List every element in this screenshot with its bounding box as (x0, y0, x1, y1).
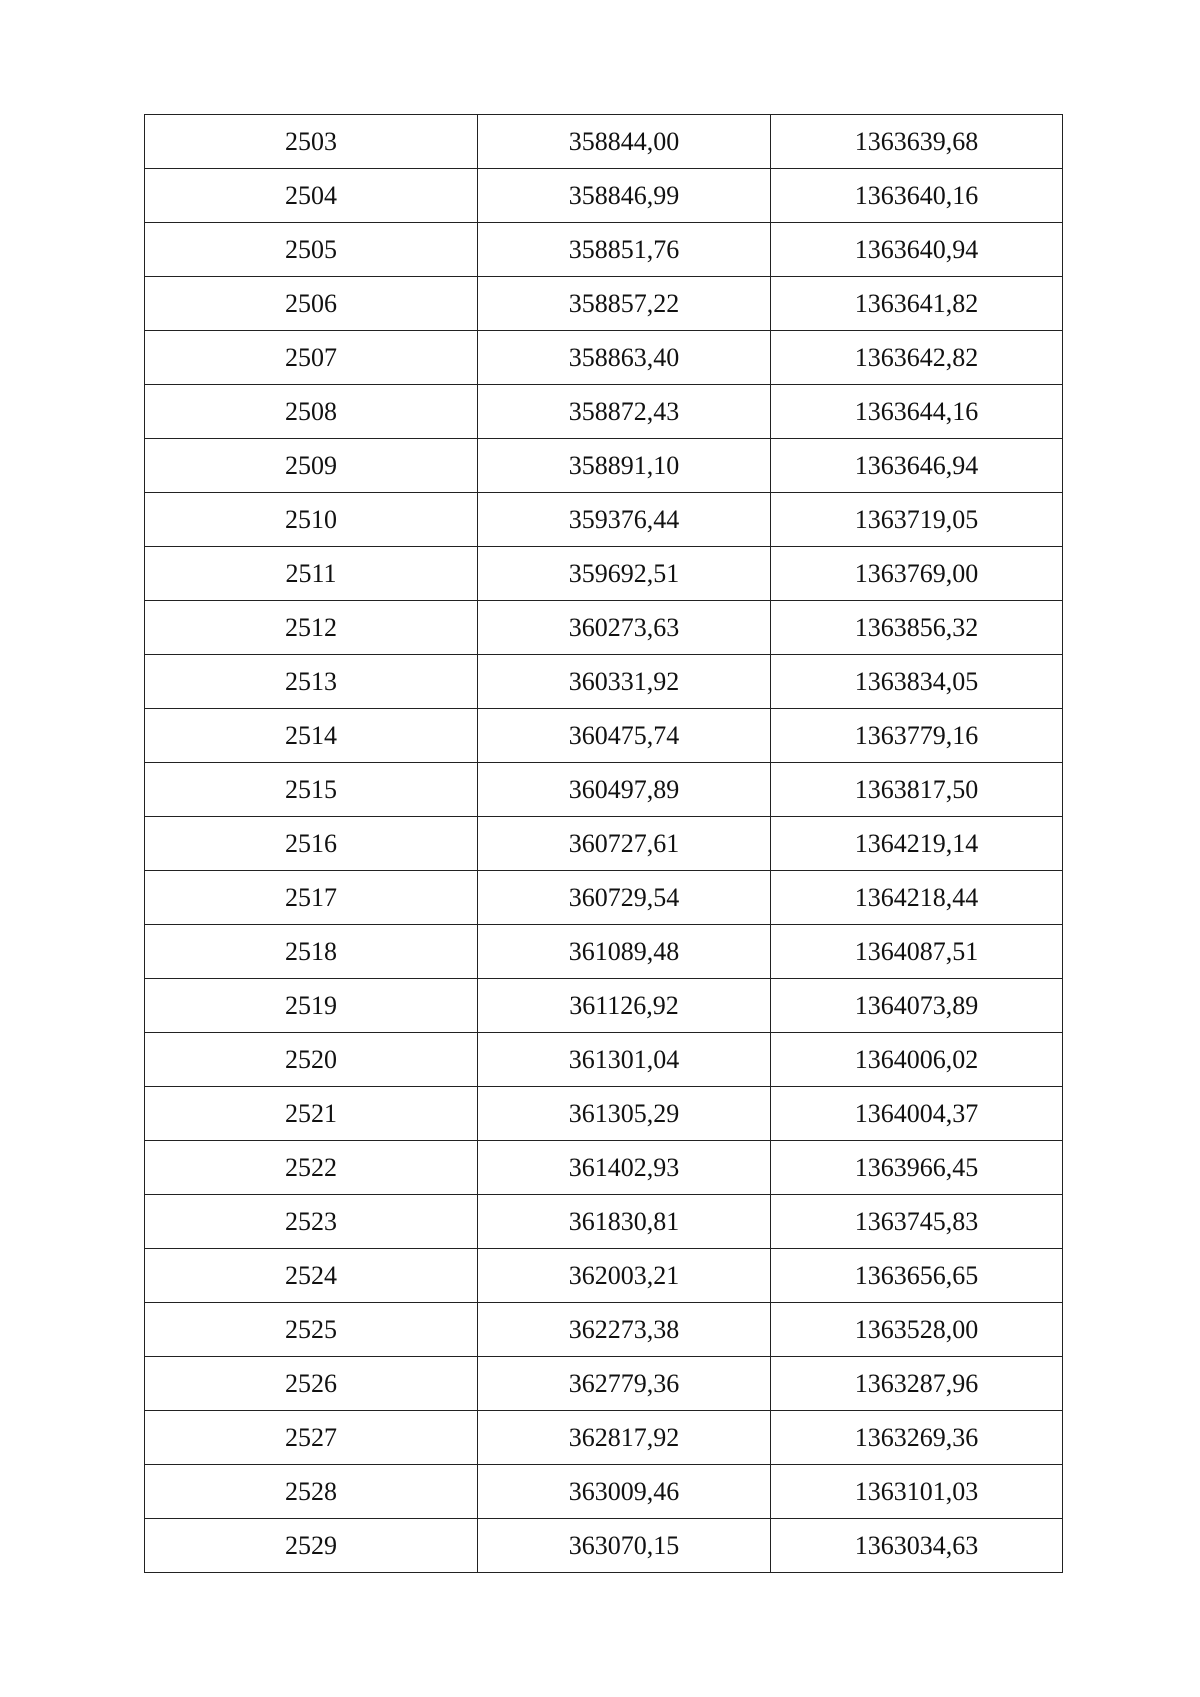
x-coordinate-cell: 363070,15 (478, 1519, 771, 1573)
table-row (145, 1303, 1063, 1357)
x-coordinate-cell: 359376,44 (478, 493, 771, 547)
table-row (145, 493, 1063, 547)
y-coordinate-cell: 1363966,45 (771, 1141, 1063, 1195)
y-coordinate-cell: 1364218,44 (771, 871, 1063, 925)
x-coordinate-cell: 360727,61 (478, 817, 771, 871)
table-row (145, 331, 1063, 385)
point-number-cell: 2517 (145, 871, 478, 925)
y-coordinate-cell: 1363745,83 (771, 1195, 1063, 1249)
table-row (145, 1141, 1063, 1195)
y-coordinate-cell: 1363269,36 (771, 1411, 1063, 1465)
point-number-cell: 2520 (145, 1033, 478, 1087)
y-coordinate-cell: 1363769,00 (771, 547, 1063, 601)
table-row (145, 709, 1063, 763)
x-coordinate-cell: 360497,89 (478, 763, 771, 817)
table-row (145, 1195, 1063, 1249)
coordinates-table-body (145, 115, 1063, 1573)
table-row (145, 763, 1063, 817)
x-coordinate-cell: 358851,76 (478, 223, 771, 277)
y-coordinate-cell: 1363101,03 (771, 1465, 1063, 1519)
y-coordinate-cell: 1363640,94 (771, 223, 1063, 277)
y-coordinate-cell: 1363656,65 (771, 1249, 1063, 1303)
y-coordinate-cell: 1363779,16 (771, 709, 1063, 763)
y-coordinate-cell: 1363640,16 (771, 169, 1063, 223)
x-coordinate-cell: 360273,63 (478, 601, 771, 655)
y-coordinate-cell: 1364219,14 (771, 817, 1063, 871)
table-row (145, 385, 1063, 439)
y-coordinate-cell: 1363646,94 (771, 439, 1063, 493)
point-number-cell: 2522 (145, 1141, 478, 1195)
table-row (145, 1087, 1063, 1141)
point-number-cell: 2525 (145, 1303, 478, 1357)
point-number-cell: 2507 (145, 331, 478, 385)
point-number-cell: 2505 (145, 223, 478, 277)
x-coordinate-cell: 361830,81 (478, 1195, 771, 1249)
x-coordinate-cell: 362817,92 (478, 1411, 771, 1465)
point-number-cell: 2509 (145, 439, 478, 493)
y-coordinate-cell: 1363639,68 (771, 115, 1063, 169)
x-coordinate-cell: 361301,04 (478, 1033, 771, 1087)
table-row (145, 547, 1063, 601)
x-coordinate-cell: 358891,10 (478, 439, 771, 493)
point-number-cell: 2504 (145, 169, 478, 223)
y-coordinate-cell: 1363644,16 (771, 385, 1063, 439)
x-coordinate-cell: 358846,99 (478, 169, 771, 223)
table-row (145, 1249, 1063, 1303)
x-coordinate-cell: 358872,43 (478, 385, 771, 439)
y-coordinate-cell: 1364073,89 (771, 979, 1063, 1033)
table-row (145, 979, 1063, 1033)
y-coordinate-cell: 1363642,82 (771, 331, 1063, 385)
point-number-cell: 2503 (145, 115, 478, 169)
x-coordinate-cell: 362273,38 (478, 1303, 771, 1357)
table-row (145, 601, 1063, 655)
x-coordinate-cell: 360729,54 (478, 871, 771, 925)
table-row (145, 655, 1063, 709)
table-row (145, 169, 1063, 223)
y-coordinate-cell: 1364004,37 (771, 1087, 1063, 1141)
x-coordinate-cell: 361305,29 (478, 1087, 771, 1141)
y-coordinate-cell: 1363856,32 (771, 601, 1063, 655)
table-row (145, 817, 1063, 871)
point-number-cell: 2528 (145, 1465, 478, 1519)
point-number-cell: 2521 (145, 1087, 478, 1141)
x-coordinate-cell: 361089,48 (478, 925, 771, 979)
x-coordinate-cell: 360331,92 (478, 655, 771, 709)
y-coordinate-cell: 1363287,96 (771, 1357, 1063, 1411)
y-coordinate-cell: 1364087,51 (771, 925, 1063, 979)
table-row (145, 277, 1063, 331)
y-coordinate-cell: 1363641,82 (771, 277, 1063, 331)
y-coordinate-cell: 1363528,00 (771, 1303, 1063, 1357)
x-coordinate-cell: 358863,40 (478, 331, 771, 385)
x-coordinate-cell: 360475,74 (478, 709, 771, 763)
y-coordinate-cell: 1364006,02 (771, 1033, 1063, 1087)
table-row (145, 1411, 1063, 1465)
table-row (145, 439, 1063, 493)
point-number-cell: 2506 (145, 277, 478, 331)
point-number-cell: 2523 (145, 1195, 478, 1249)
table-row (145, 223, 1063, 277)
y-coordinate-cell: 1363834,05 (771, 655, 1063, 709)
x-coordinate-cell: 362779,36 (478, 1357, 771, 1411)
point-number-cell: 2511 (145, 547, 478, 601)
point-number-cell: 2519 (145, 979, 478, 1033)
point-number-cell: 2527 (145, 1411, 478, 1465)
coordinates-table (144, 114, 1063, 1573)
point-number-cell: 2518 (145, 925, 478, 979)
table-row (145, 1357, 1063, 1411)
x-coordinate-cell: 363009,46 (478, 1465, 771, 1519)
y-coordinate-cell: 1363817,50 (771, 763, 1063, 817)
point-number-cell: 2515 (145, 763, 478, 817)
x-coordinate-cell: 359692,51 (478, 547, 771, 601)
point-number-cell: 2514 (145, 709, 478, 763)
point-number-cell: 2513 (145, 655, 478, 709)
point-number-cell: 2524 (145, 1249, 478, 1303)
table-row (145, 925, 1063, 979)
table-row (145, 1519, 1063, 1573)
y-coordinate-cell: 1363034,63 (771, 1519, 1063, 1573)
x-coordinate-cell: 362003,21 (478, 1249, 771, 1303)
table-row (145, 1033, 1063, 1087)
table-row (145, 871, 1063, 925)
x-coordinate-cell: 358844,00 (478, 115, 771, 169)
point-number-cell: 2526 (145, 1357, 478, 1411)
point-number-cell: 2512 (145, 601, 478, 655)
point-number-cell: 2510 (145, 493, 478, 547)
x-coordinate-cell: 358857,22 (478, 277, 771, 331)
x-coordinate-cell: 361126,92 (478, 979, 771, 1033)
table-row (145, 115, 1063, 169)
point-number-cell: 2529 (145, 1519, 478, 1573)
table-row (145, 1465, 1063, 1519)
y-coordinate-cell: 1363719,05 (771, 493, 1063, 547)
point-number-cell: 2508 (145, 385, 478, 439)
point-number-cell: 2516 (145, 817, 478, 871)
x-coordinate-cell: 361402,93 (478, 1141, 771, 1195)
